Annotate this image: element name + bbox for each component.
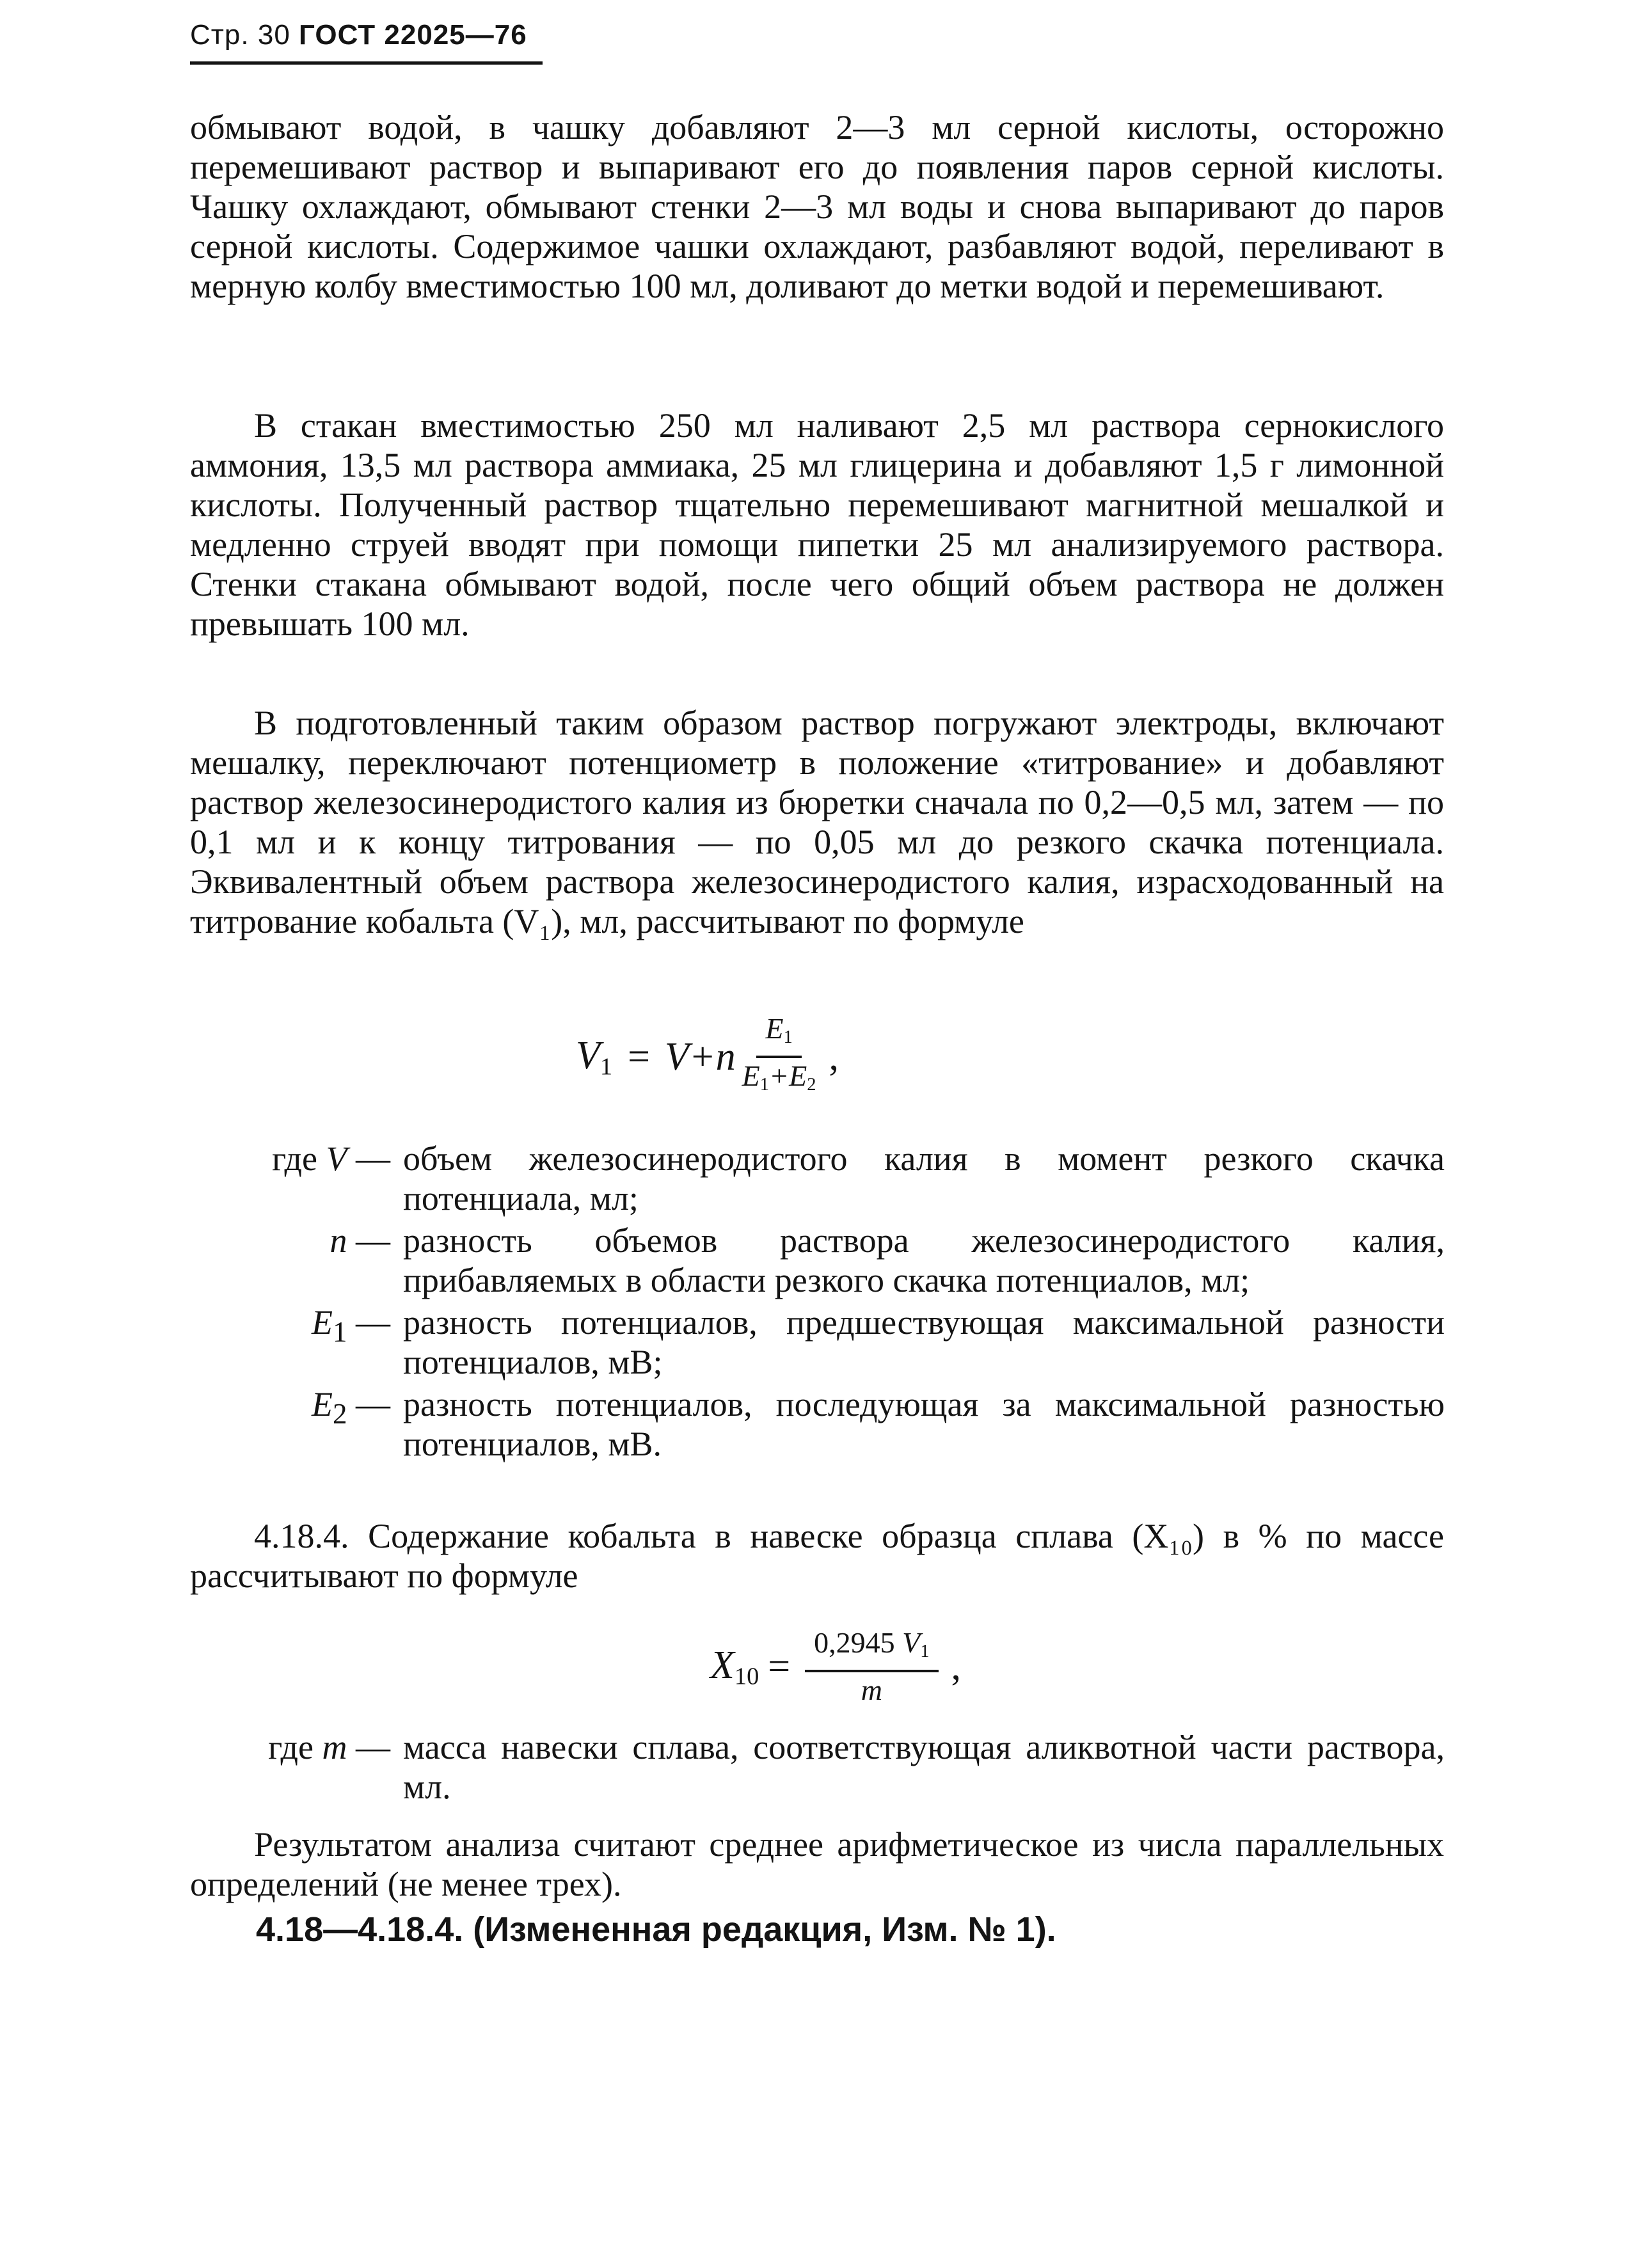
definition-desc: разность объемов раствора железосинеродистого калия, прибавляемых в области резкого скачка потенциалов, мл; (403, 1221, 1445, 1299)
definitions-list-1 (211, 1139, 1445, 1466)
formula-v1-rhs: V+n (664, 1034, 736, 1079)
formula-v1-denominator: $E_1+E_2$ (742, 1059, 816, 1095)
paragraph-1: обмывают водой, в чашку добавляют 2—3 мл серной кислоты, осторожно перемешивают раствор и выпаривают его до появления паров серной кислоты. Чашку охлаждают, обмывают стенки 2—3 мл воды и снова выпаривают до паров серной кислоты. Содержимое чашки охлаждают, разбавляют водой, переливают в мерную колбу вместимостью 100 мл, доливают до метки водой и перемешивают. (190, 108, 1444, 305)
page-header (190, 19, 543, 65)
definition-row (211, 1303, 1445, 1382)
formula-x10-fraction (805, 1625, 938, 1708)
formula-v1 (576, 1011, 839, 1103)
paragraph-block-4 (190, 1516, 1444, 1596)
paragraph-block-2 (190, 406, 1444, 644)
paragraph-block-1 (190, 107, 1444, 306)
paragraph-2: В стакан вместимостью 250 мл наливают 2,5 мл раствора сернокислого аммония, 13,5 мл раствора аммиака, 25 мл глицерина и добавляют 1,5 г лимонной кислоты. Полученный раствор тщательно перемешивают магнитной мешалкой и медленно струей вводят при помощи пипетки 25 мл анализируемого раствора. Стенки стакана обмывают водой, после чего общий объем раствора не должен превышать 100 мл. (190, 406, 1444, 643)
formula-v1-comma: , (829, 1034, 839, 1079)
standard-code: ГОСТ 22025—76 (299, 19, 527, 51)
formula-x10-comma: , (951, 1644, 962, 1688)
formula-x10-eq: = (765, 1644, 793, 1688)
definition-term: где m — (268, 1728, 390, 1766)
page-number: Стр. 30 (190, 19, 290, 51)
paragraph-block-3 (190, 703, 1444, 941)
section-4-18-4: 4.18.4. Содержание кобальта в навеске образца сплава (X₁₀) в % по массе рассчитывают по формуле (190, 1517, 1444, 1595)
formula-x10-lhs: $X_{10}$ (710, 1643, 759, 1690)
formula-v1-lhs: $V_1$ (576, 1033, 613, 1081)
definition-desc: объем железосинеродистого калия в момент резкого скачка потенциала, мл; (403, 1139, 1445, 1217)
definitions-list-2 (211, 1727, 1445, 1809)
amendment-note: 4.18—4.18.4. (Измененная редакция, Изм. № 1). (256, 1910, 1056, 1949)
definition-term: $E_2$ — (312, 1385, 390, 1430)
formula-x10-numerator: 0,2945 $V_1$ (805, 1625, 938, 1672)
definition-desc: разность потенциалов, последующая за максимальной разностью потенциалов, мВ. (403, 1385, 1445, 1463)
definition-desc: разность потенциалов, предшествующая максимальной разности потенциалов, мВ; (403, 1303, 1445, 1381)
paragraph-block-5 (190, 1825, 1444, 1904)
formula-x10-denominator: m (861, 1674, 882, 1707)
paragraph-3: В подготовленный таким образом раствор погружают электроды, включают мешалку, переключают потенциометр в положение «титрование» и добавляют раствор железосинеродистого калия из бюретки сначала по 0,2—0,5 мл, затем — по 0,1 мл и к концу титрования — по 0,05 мл до резкого скачка потенциала. Эквивалентный объем раствора железосинеродистого калия, израсходованный на титрование кобальта (V₁), мл, рассчитывают по формуле (190, 704, 1444, 940)
formula-v1-fraction (742, 1011, 816, 1103)
definition-row (211, 1384, 1445, 1464)
definition-term: n — (330, 1221, 390, 1260)
definition-term: $E_1$ — (312, 1303, 390, 1348)
definition-term: где V — (272, 1139, 390, 1178)
definition-desc: масса навески сплава, соответствующая аликвотной части раствора, мл. (403, 1728, 1445, 1806)
formula-v1-eq: = (625, 1034, 652, 1079)
definition-row (211, 1139, 1445, 1218)
definition-row (211, 1221, 1445, 1300)
result-text: Результатом анализа считают среднее арифметическое из числа параллельных определений (не менее трех). (190, 1825, 1444, 1903)
formula-v1-numerator: $E_1$ (756, 1011, 801, 1058)
formula-x10 (710, 1625, 961, 1708)
definition-row (211, 1727, 1445, 1807)
